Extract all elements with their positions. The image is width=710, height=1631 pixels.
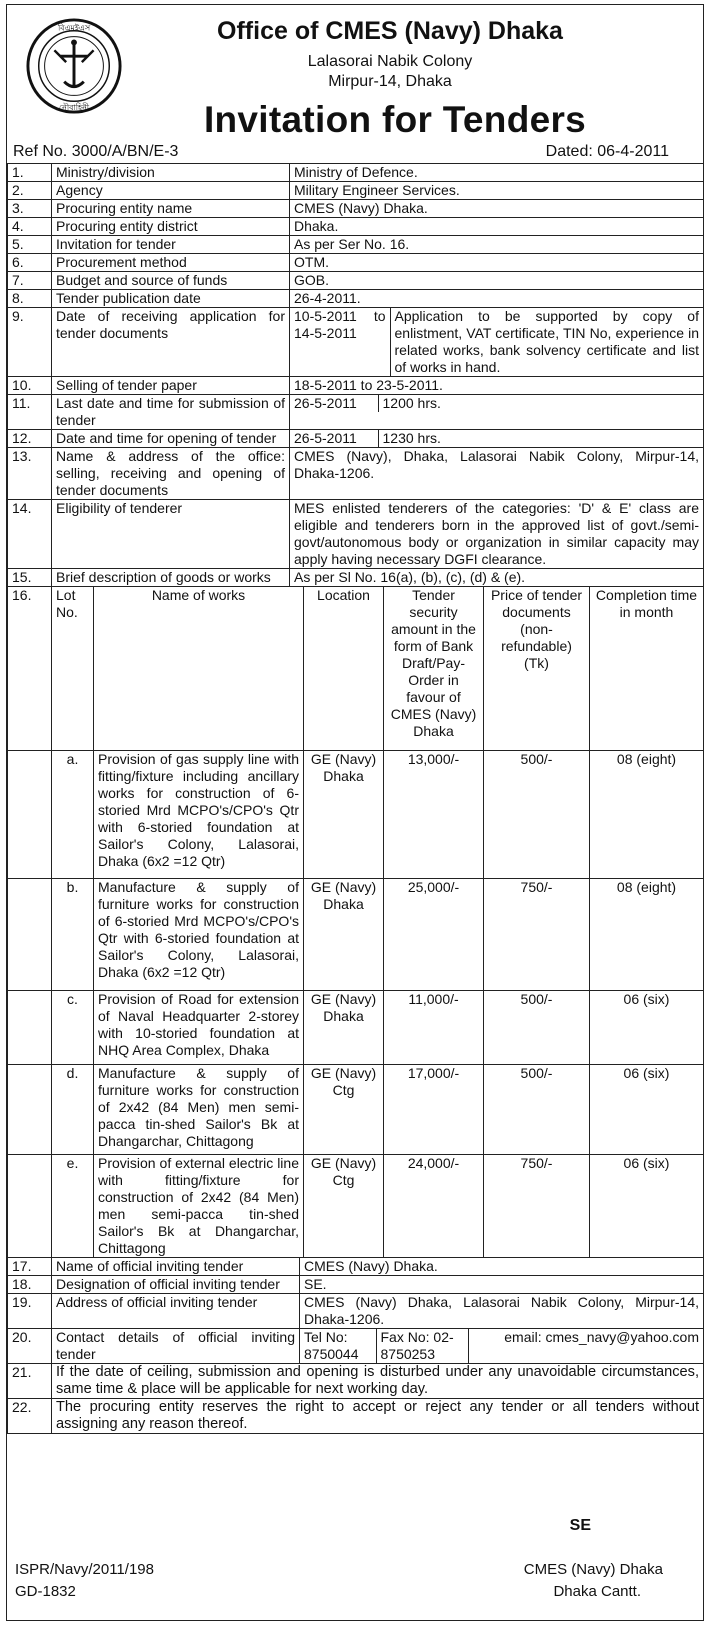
signatory-designation: SE	[569, 1517, 591, 1534]
row-label: Procurement method	[52, 254, 290, 272]
row-no: 21.	[8, 1364, 52, 1399]
row-label: Tender publication date	[52, 290, 290, 308]
address-line-2: Mirpur-14, Dhaka	[328, 73, 452, 90]
lot-location: GE (Navy) Ctg	[304, 1155, 384, 1258]
row-no: 5.	[8, 236, 52, 254]
address-line-1: Lalasorai Nabik Colony	[307, 53, 473, 70]
receiving-dates: 10-5-2011 to 14-5-2011	[294, 308, 386, 341]
seal-top-text: বিএমইএস	[57, 23, 91, 33]
row-value: As per Ser No. 16.	[290, 236, 704, 254]
lot-row	[8, 1065, 704, 1155]
table-row	[8, 164, 704, 182]
lot-security: 11,000/-	[384, 991, 484, 1065]
row-no: 3.	[8, 200, 52, 218]
opening-date: 26-5-2011	[294, 430, 357, 446]
ispr-number: ISPR/Navy/2011/198	[15, 1561, 154, 1578]
row-text: The procuring entity reserves the right to accept or reject any tender or all tenders without assigning any reason thereof.	[52, 1399, 704, 1434]
row-label: Contact details of official inviting tender	[52, 1329, 300, 1364]
lot-security: 24,000/-	[384, 1155, 484, 1258]
row-no: 22.	[8, 1399, 52, 1434]
ref-row	[13, 143, 669, 161]
lot-no: d.	[52, 1065, 94, 1155]
row-value: Dhaka.	[290, 218, 704, 236]
col-location: Location	[304, 587, 384, 751]
col-security: Tender security amount in the form of Bank Draft/Pay-Order in favour of CMES (Navy) Dhaka	[384, 587, 484, 751]
row-no: 12.	[8, 430, 52, 448]
lot-location: GE (Navy) Dhaka	[304, 879, 384, 991]
table-row	[8, 448, 704, 500]
row-value: 18-5-2011 to 23-5-2011.	[290, 377, 704, 395]
tender-table	[7, 163, 703, 1434]
row-no: 1.	[8, 164, 52, 182]
tender-notice	[6, 4, 704, 1621]
row-no: 13.	[8, 448, 52, 500]
table-row	[8, 1399, 704, 1434]
row-label: Name & address of the office: selling, receiving and opening of tender documents	[52, 448, 290, 500]
table-row	[8, 182, 704, 200]
email[interactable]: email: cmes_navy@yahoo.com	[468, 1329, 703, 1363]
row-label: Name of official inviting tender	[52, 1258, 300, 1276]
row-value: CMES (Navy) Dhaka, Lalasorai Nabik Colony, Mirpur-14, Dhaka-1206.	[300, 1294, 704, 1329]
table-row	[8, 290, 704, 308]
row-label: Brief description of goods or works	[52, 569, 290, 587]
row-value: SE.	[300, 1276, 704, 1294]
table-row	[8, 308, 704, 377]
table-row	[8, 1294, 704, 1329]
row-label: Date and time for opening of tender	[52, 430, 290, 448]
table-row	[8, 569, 704, 587]
lot-name: Provision of Road for extension of Naval Headquarter 2-storey with 10-storied foundation at NHQ Area Complex, Dhaka	[94, 991, 304, 1065]
lot-no: c.	[52, 991, 94, 1065]
lot-completion: 06 (six)	[590, 1065, 704, 1155]
office-title: Office of CMES (Navy) Dhaka	[217, 17, 563, 45]
row-label: Last date and time for submission of tender	[52, 395, 290, 430]
receiving-note: Application to be supported by copy of enlistment, VAT certificate, TIN No, experience in related works, bank solvency certificate and list of works in hand.	[390, 308, 703, 376]
lot-price: 500/-	[484, 991, 590, 1065]
row-value: GOB.	[290, 272, 704, 290]
row-label: Procuring entity name	[52, 200, 290, 218]
row-value: 26-4-2011.	[290, 290, 704, 308]
col-completion: Completion time in month	[590, 587, 704, 751]
row-value: As per Sl No. 16(a), (b), (c), (d) & (e).	[290, 569, 704, 587]
lot-price: 750/-	[484, 879, 590, 991]
row-value: CMES (Navy) Dhaka.	[300, 1258, 704, 1276]
row-value	[300, 1329, 704, 1364]
col-name: Name of works	[94, 587, 304, 751]
row-label: Eligibility of tenderer	[52, 500, 290, 569]
signatory-place: Dhaka Cantt.	[553, 1583, 641, 1600]
row-value	[290, 308, 704, 377]
lot-no: a.	[52, 751, 94, 879]
col-price: Price of tender documents (non-refundable) (Tk)	[484, 587, 590, 751]
header	[7, 5, 703, 147]
row-value: Military Engineer Services.	[290, 182, 704, 200]
row-label: Ministry/division	[52, 164, 290, 182]
lot-location: GE (Navy) Ctg	[304, 1065, 384, 1155]
row-no: 17.	[8, 1258, 52, 1276]
table-row	[8, 377, 704, 395]
row-label: Procuring entity district	[52, 218, 290, 236]
row-label: Budget and source of funds	[52, 272, 290, 290]
lot-completion: 08 (eight)	[590, 751, 704, 879]
table-row	[8, 500, 704, 569]
lot-price: 500/-	[484, 751, 590, 879]
row-no: 19.	[8, 1294, 52, 1329]
lot-row	[8, 751, 704, 879]
table-row	[8, 430, 704, 448]
lot-security: 13,000/-	[384, 751, 484, 879]
row-label: Agency	[52, 182, 290, 200]
row-label: Address of official inviting tender	[52, 1294, 300, 1329]
lot-price: 500/-	[484, 1065, 590, 1155]
submission-date: 26-5-2011	[294, 395, 357, 411]
row-value: OTM.	[290, 254, 704, 272]
row-no: 7.	[8, 272, 52, 290]
row-no: 2.	[8, 182, 52, 200]
row-label: Invitation for tender	[52, 236, 290, 254]
lot-no: b.	[52, 879, 94, 991]
submission-time: 1200 hrs.	[378, 395, 703, 412]
lot-security: 17,000/-	[384, 1065, 484, 1155]
row-value: CMES (Navy) Dhaka.	[290, 200, 704, 218]
footer	[7, 1517, 703, 1621]
row-no: 18.	[8, 1276, 52, 1294]
signatory-office: CMES (Navy) Dhaka	[523, 1561, 663, 1578]
row-no: 20.	[8, 1329, 52, 1364]
row-value: MES enlisted tenderers of the categories: 'D' & E' class are eligible and tenderers born in the approved list of govt./semi-govt/autonomous body or organization in similar capacity may apply having necessary DGFI clearance.	[290, 500, 704, 569]
row-no: 16.	[8, 587, 52, 751]
row-no: 10.	[8, 377, 52, 395]
seal-bottom-text: নৌবাহিনী	[59, 103, 89, 113]
ref-no: Ref No. 3000/A/BN/E-3	[13, 143, 179, 160]
row-no: 6.	[8, 254, 52, 272]
row-value: Ministry of Defence.	[290, 164, 704, 182]
fax-no: Fax No: 02-8750253	[376, 1329, 468, 1363]
row-label: Designation of official inviting tender	[52, 1276, 300, 1294]
lot-completion: 06 (six)	[590, 991, 704, 1065]
lot-completion: 06 (six)	[590, 1155, 704, 1258]
table-row	[8, 1364, 704, 1399]
table-row	[8, 1329, 704, 1364]
row-label: Selling of tender paper	[52, 377, 290, 395]
lot-name: Manufacture & supply of furniture works for construction of 2x42 (84 Men) men semi-pacca tin-shed Sailor's Bk at Dhangarchar, Chittagong	[94, 1065, 304, 1155]
row-value: CMES (Navy), Dhaka, Lalasorai Nabik Colony, Mirpur-14, Dhaka-1206.	[290, 448, 704, 500]
row-value	[290, 395, 704, 430]
row-no: 4.	[8, 218, 52, 236]
table-row	[8, 1276, 704, 1294]
lot-no: e.	[52, 1155, 94, 1258]
table-row	[8, 395, 704, 430]
opening-time: 1230 hrs.	[378, 430, 703, 447]
row-no: 8.	[8, 290, 52, 308]
lot-name: Provision of gas supply line with fitting/fixture including ancillary works for construction of 6-storied Mrd MCPO's/CPO's Qtr with 6-storied foundation at Sailor's Colony, Lalasorai, Dhaka (6x2 =12 Qtr)	[94, 751, 304, 879]
dated: Dated: 06-4-2011	[545, 143, 669, 160]
page-title: Invitation for Tenders	[203, 99, 587, 140]
row-no: 9.	[8, 308, 52, 377]
row-no: 14.	[8, 500, 52, 569]
table-row	[8, 236, 704, 254]
lot-completion: 08 (eight)	[590, 879, 704, 991]
tel-no: Tel No: 8750044	[304, 1329, 359, 1362]
table-row	[8, 1258, 704, 1276]
lot-row	[8, 991, 704, 1065]
table-row	[8, 200, 704, 218]
lot-row	[8, 1155, 704, 1258]
row-no: 15.	[8, 569, 52, 587]
lot-security: 25,000/-	[384, 879, 484, 991]
lot-name: Provision of external electric line with fitting/fixture for construction of 2x42 (84 Men) men semi-pacca tin-shed Sailor's Bk at Dhangarchar, Chittagong	[94, 1155, 304, 1258]
lot-price: 750/-	[484, 1155, 590, 1258]
row-no: 11.	[8, 395, 52, 430]
table-row	[8, 254, 704, 272]
row-text: If the date of ceiling, submission and opening is disturbed under any unavoidable circumstances, same time & place will be applicable for next working day.	[52, 1364, 704, 1399]
col-lot: Lot No.	[52, 587, 94, 751]
lot-row	[8, 879, 704, 991]
lot-name: Manufacture & supply of furniture works for construction of 6-storied Mrd MCPO's/CPO's Qtr with 6-storied foundation at Sailor's Colony, Lalasorai, Dhaka (6x2 =12 Qtr)	[94, 879, 304, 991]
gd-number: GD-1832	[15, 1583, 76, 1600]
row-value	[290, 430, 704, 448]
table-row	[8, 218, 704, 236]
row-label: Date of receiving application for tender documents	[52, 308, 290, 377]
lots-header-row	[8, 587, 704, 751]
table-row	[8, 272, 704, 290]
lot-location: GE (Navy) Dhaka	[304, 991, 384, 1065]
lot-location: GE (Navy) Dhaka	[304, 751, 384, 879]
